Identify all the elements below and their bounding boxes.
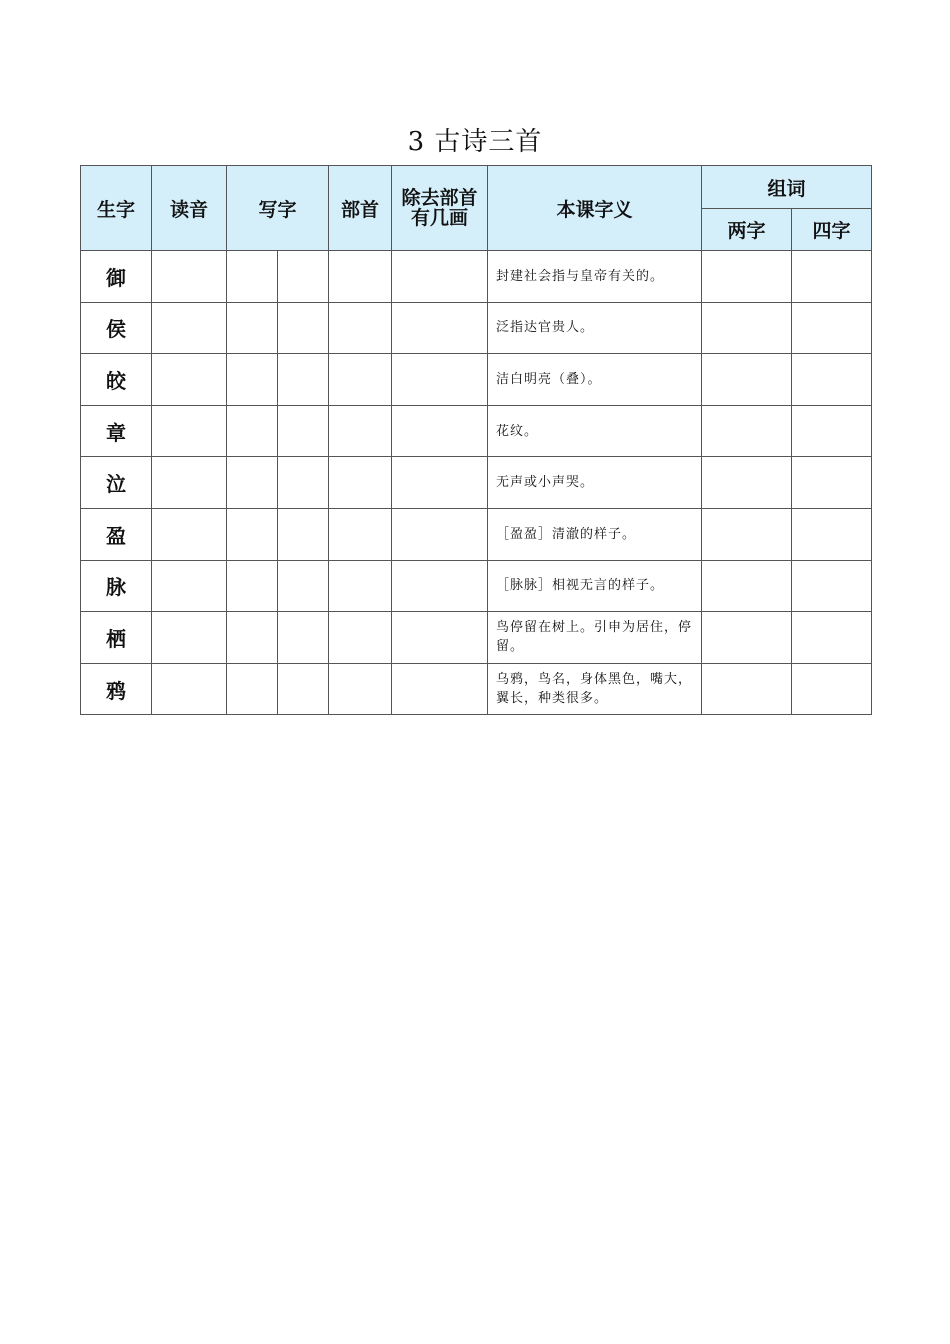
pronunciation-cell[interactable]: [152, 354, 227, 406]
writing-cell-1[interactable]: [227, 612, 278, 664]
pronunciation-cell[interactable]: [152, 302, 227, 354]
header-word-group: 组词: [702, 166, 872, 209]
pronunciation-cell[interactable]: [152, 251, 227, 303]
vocabulary-table: [80, 165, 872, 715]
header-meaning: 本课字义: [488, 166, 702, 251]
pronunciation-cell[interactable]: [152, 612, 227, 664]
meaning-cell: 泛指达官贵人。: [488, 302, 702, 354]
meaning-cell: 花纹。: [488, 405, 702, 457]
new-char-cell: 御: [81, 251, 152, 303]
new-char-cell: 皎: [81, 354, 152, 406]
new-char-cell: 栖: [81, 612, 152, 664]
table-row: [81, 354, 872, 406]
writing-cell-2[interactable]: [278, 354, 329, 406]
header-strokes-line1: 除去部首: [401, 187, 478, 209]
four-char-word-cell[interactable]: [792, 560, 872, 612]
table-row: [81, 251, 872, 303]
radical-cell[interactable]: [329, 251, 392, 303]
writing-cell-2[interactable]: [278, 251, 329, 303]
strokes-cell[interactable]: [392, 508, 488, 560]
pronunciation-cell[interactable]: [152, 663, 227, 715]
radical-cell[interactable]: [329, 560, 392, 612]
meaning-cell: ［脉脉］相视无言的样子。: [488, 560, 702, 612]
two-char-word-cell[interactable]: [702, 354, 792, 406]
radical-cell[interactable]: [329, 405, 392, 457]
pronunciation-cell[interactable]: [152, 508, 227, 560]
table-row: [81, 302, 872, 354]
strokes-cell[interactable]: [392, 251, 488, 303]
writing-cell-1[interactable]: [227, 508, 278, 560]
meaning-cell: 鸟停留在树上。引申为居住，停留。: [488, 612, 702, 664]
writing-cell-2[interactable]: [278, 508, 329, 560]
writing-cell-1[interactable]: [227, 405, 278, 457]
two-char-word-cell[interactable]: [702, 560, 792, 612]
two-char-word-cell[interactable]: [702, 508, 792, 560]
radical-cell[interactable]: [329, 302, 392, 354]
strokes-cell[interactable]: [392, 612, 488, 664]
strokes-cell[interactable]: [392, 457, 488, 509]
strokes-cell[interactable]: [392, 405, 488, 457]
header-two-char-words: 两字: [702, 209, 792, 251]
table-row: [81, 612, 872, 664]
four-char-word-cell[interactable]: [792, 354, 872, 406]
page-title: 3 古诗三首: [407, 127, 543, 157]
radical-cell[interactable]: [329, 663, 392, 715]
header-pronunciation: 读音: [152, 166, 227, 251]
writing-cell-1[interactable]: [227, 560, 278, 612]
header-new-char: 生字: [81, 166, 152, 251]
two-char-word-cell[interactable]: [702, 251, 792, 303]
radical-cell[interactable]: [329, 457, 392, 509]
two-char-word-cell[interactable]: [702, 612, 792, 664]
new-char-cell: 章: [81, 405, 152, 457]
writing-cell-2[interactable]: [278, 612, 329, 664]
pronunciation-cell[interactable]: [152, 457, 227, 509]
strokes-cell[interactable]: [392, 663, 488, 715]
four-char-word-cell[interactable]: [792, 405, 872, 457]
writing-cell-1[interactable]: [227, 251, 278, 303]
new-char-cell: 脉: [81, 560, 152, 612]
writing-cell-2[interactable]: [278, 457, 329, 509]
radical-cell[interactable]: [329, 508, 392, 560]
four-char-word-cell[interactable]: [792, 663, 872, 715]
header-writing: 写字: [227, 166, 329, 251]
header-four-char-words: 四字: [792, 209, 872, 251]
table-row: [81, 405, 872, 457]
writing-cell-1[interactable]: [227, 663, 278, 715]
strokes-cell[interactable]: [392, 354, 488, 406]
four-char-word-cell[interactable]: [792, 302, 872, 354]
header-radical: 部首: [329, 166, 392, 251]
new-char-cell: 鸦: [81, 663, 152, 715]
four-char-word-cell[interactable]: [792, 612, 872, 664]
writing-cell-2[interactable]: [278, 302, 329, 354]
radical-cell[interactable]: [329, 612, 392, 664]
meaning-cell: 无声或小声哭。: [488, 457, 702, 509]
two-char-word-cell[interactable]: [702, 405, 792, 457]
two-char-word-cell[interactable]: [702, 457, 792, 509]
new-char-cell: 泣: [81, 457, 152, 509]
strokes-cell[interactable]: [392, 560, 488, 612]
two-char-word-cell[interactable]: [702, 663, 792, 715]
meaning-cell: 封建社会指与皇帝有关的。: [488, 251, 702, 303]
new-char-cell: 侯: [81, 302, 152, 354]
four-char-word-cell[interactable]: [792, 508, 872, 560]
four-char-word-cell[interactable]: [792, 251, 872, 303]
writing-cell-2[interactable]: [278, 663, 329, 715]
writing-cell-1[interactable]: [227, 457, 278, 509]
writing-cell-1[interactable]: [227, 302, 278, 354]
meaning-cell: 洁白明亮（叠）。: [488, 354, 702, 406]
meaning-cell: 乌鸦，鸟名，身体黑色，嘴大，翼长，种类很多。: [488, 663, 702, 715]
meaning-cell: ［盈盈］清澈的样子。: [488, 508, 702, 560]
pronunciation-cell[interactable]: [152, 405, 227, 457]
new-char-cell: 盈: [81, 508, 152, 560]
pronunciation-cell[interactable]: [152, 560, 227, 612]
strokes-cell[interactable]: [392, 302, 488, 354]
header-strokes-line2: 有几画: [411, 207, 469, 229]
table-row: [81, 663, 872, 715]
header-strokes-excluding-radical: [392, 166, 488, 251]
four-char-word-cell[interactable]: [792, 457, 872, 509]
writing-cell-2[interactable]: [278, 560, 329, 612]
two-char-word-cell[interactable]: [702, 302, 792, 354]
radical-cell[interactable]: [329, 354, 392, 406]
writing-cell-2[interactable]: [278, 405, 329, 457]
table-row: [81, 508, 872, 560]
writing-cell-1[interactable]: [227, 354, 278, 406]
table-row: [81, 560, 872, 612]
table-row: [81, 457, 872, 509]
